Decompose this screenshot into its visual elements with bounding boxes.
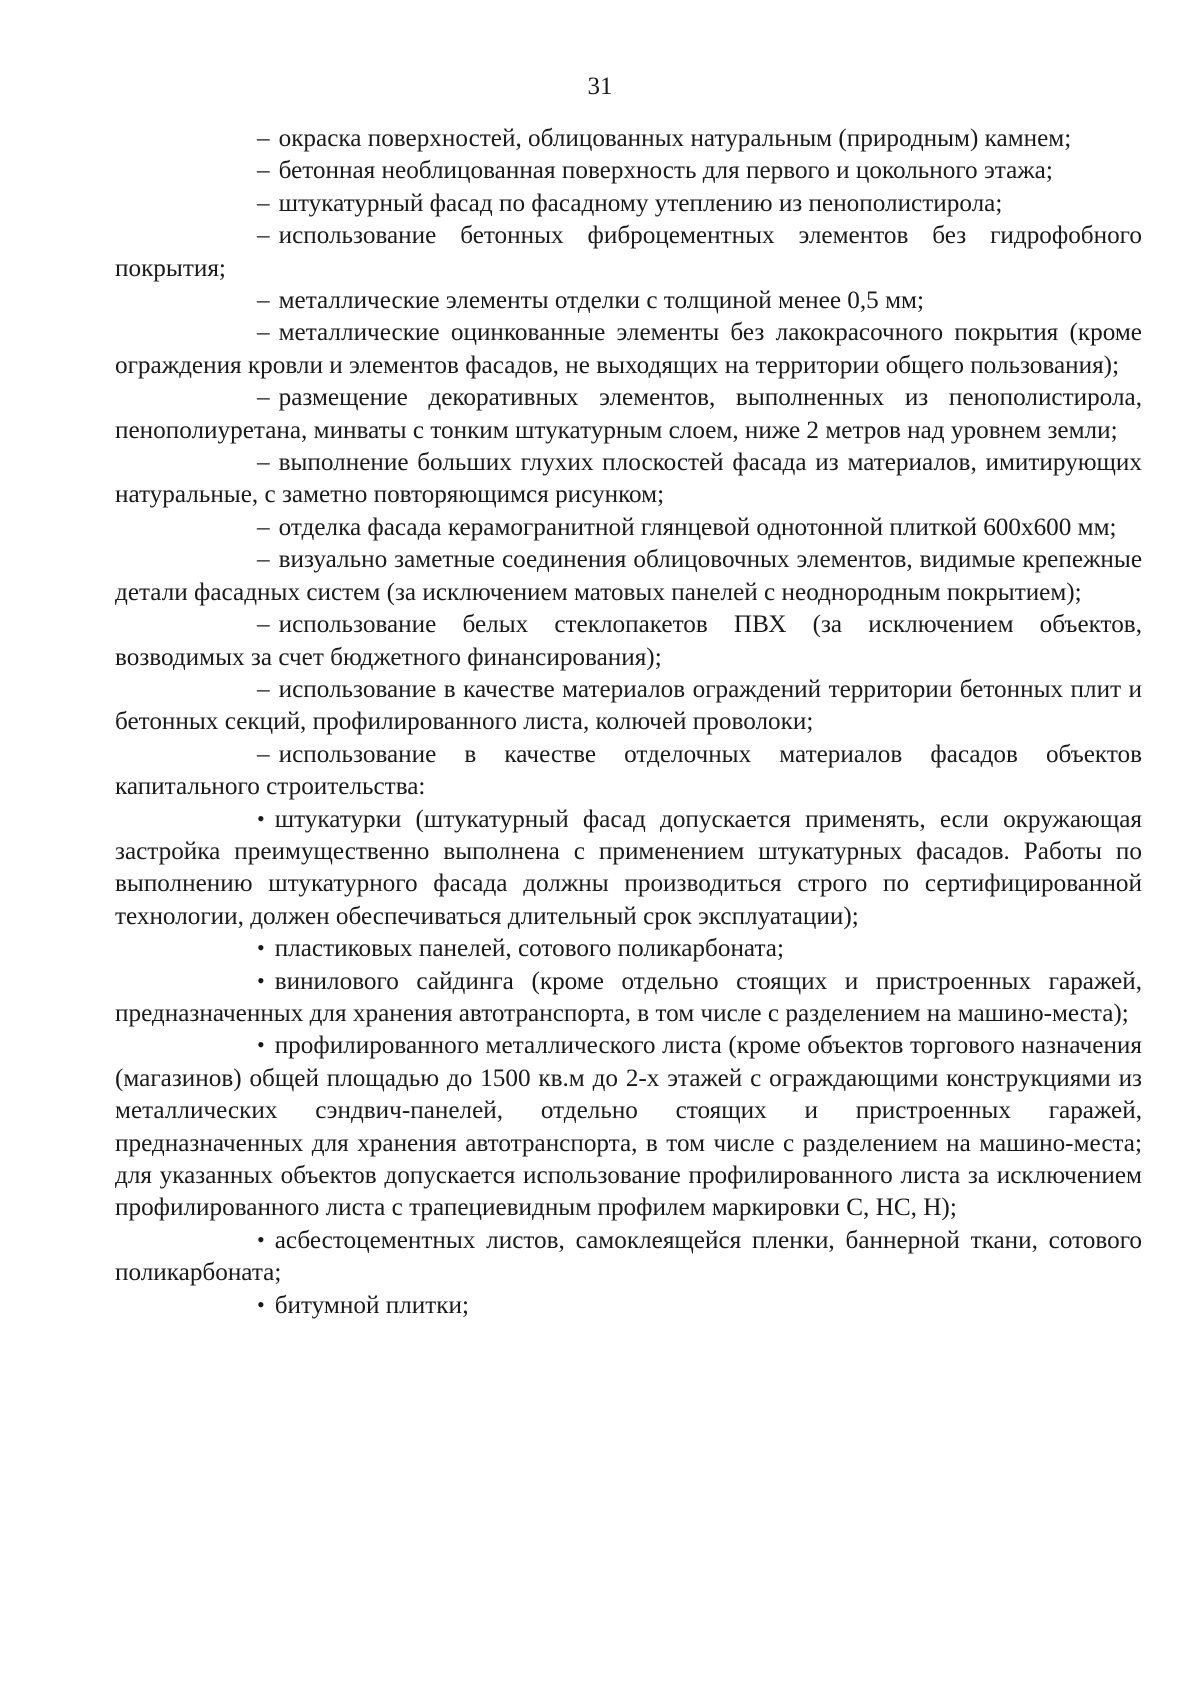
dash-list-item (115, 447, 1142, 512)
list-item-text: выполнение больших глухих плоскостей фасада из материалов, имитирующих натуральные, с заметно повторяющимся рисунком; (115, 449, 1142, 509)
dash-marker: – (257, 513, 270, 541)
dash-list-item (115, 220, 1142, 285)
dash-marker: – (257, 319, 270, 347)
dash-marker: – (257, 384, 270, 412)
dash-list-item (115, 155, 1142, 187)
dash-marker: – (257, 157, 270, 185)
list-item-text: асбестоцементных листов, самоклеящейся пленки, баннерной ткани, сотового поликарбоната; (115, 1226, 1142, 1287)
dash-list-item (115, 188, 1142, 220)
list-item-text: бетонная необлицованная поверхность для первого и цокольного этажа; (278, 157, 1053, 185)
dash-marker: – (257, 287, 270, 315)
dash-list-item (115, 512, 1142, 544)
dash-marker: – (257, 125, 270, 152)
list-item-text: битумной плитки; (274, 1291, 469, 1319)
dash-marker: – (257, 675, 270, 703)
list-item-text: пластиковых панелей, сотового поликарбоната; (274, 935, 784, 963)
bullet-list-item (115, 1290, 1142, 1322)
bullet-list-item (115, 804, 1142, 934)
list-item-text: использование бетонных фиброцементных элементов без гидрофобного покрытия; (115, 222, 1142, 282)
list-item-text: использование в качестве материалов ограждений территории бетонных плит и бетонных секций, профилированного листа, колючей проволоки; (115, 675, 1142, 736)
bullet-marker: • (257, 1032, 265, 1058)
bullet-marker: • (257, 805, 265, 831)
dash-list-item (115, 123, 1142, 155)
list-item-text: отделка фасада керамогранитной глянцевой однотонной плиткой 600х600 мм; (278, 513, 1117, 541)
list-item-text: визуально заметные соединения облицовочных элементов, видимые крепежные детали фасадных систем (за исключением матовых панелей с неоднородным покрытием); (115, 546, 1142, 606)
dash-marker: – (257, 611, 270, 639)
dash-marker: – (257, 189, 270, 217)
dash-list-item (115, 382, 1142, 447)
dash-list-item (115, 739, 1142, 804)
dash-marker: – (257, 740, 270, 768)
dash-list-item (115, 317, 1142, 382)
list-item-text: штукатурный фасад по фасадному утеплению из пенополистирола; (278, 189, 1003, 217)
bullet-marker: • (257, 935, 265, 961)
dash-marker: – (257, 546, 270, 574)
dash-marker: – (257, 222, 270, 250)
list-item-text: использование в качестве отделочных материалов фасадов объектов капитального строительства: (115, 740, 1142, 801)
list-item-text: профилированного металлического листа (кроме объектов торгового назначения (магазинов) общей площадью до 1500 кв.м до 2-х этажей с ограждающими конструкциями из металлических сэндвич-панелей, отдельно стоящих и пристроенных гаражей, предназначенных для хранения автотранспорта, в том числе с разделением на машино-места; для указанных объектов допускается использование профилированного листа за исключением профилированного листа с трапециевидным профилем маркировки С, НС, Н); (115, 1032, 1142, 1222)
bullet-list-item (115, 1225, 1142, 1290)
list-item-text: штукатурки (штукатурный фасад допускается применять, если окружающая застройка преимущественно выполнена с применением штукатурных фасадов. Работы по выполнению штукатурного фасада должны производиться строго по сертифицированной технологии, должен обеспечиваться длительный срок эксплуатации); (115, 805, 1142, 930)
list-item-text: использование белых стеклопакетов ПВХ (за исключением объектов, возводимых за счет бюджетного финансирования); (115, 611, 1142, 671)
bullet-list-item (115, 933, 1142, 965)
page-number: 31 (587, 73, 613, 100)
list-item-text: металлические оцинкованные элементы без лакокрасочного покрытия (кроме ограждения кровли и элементов фасадов, не выходящих на территории общего пользования); (115, 319, 1142, 379)
list-item-text: металлические элементы отделки с толщиной менее 0,5 мм; (278, 287, 924, 315)
bullet-list-item (115, 966, 1142, 1031)
list-item-text: окраска поверхностей, облицованных натуральным (природным) камнем; (278, 125, 1072, 152)
bullet-marker: • (257, 1226, 265, 1252)
list-item-text: размещение декоративных элементов, выполненных из пенополистирола, пенополиуретана, минваты с тонким штукатурным слоем, ниже 2 метров над уровнем земли; (115, 384, 1142, 444)
dash-list-item (115, 285, 1142, 317)
bullet-marker: • (257, 967, 265, 993)
dash-list-item (115, 674, 1142, 739)
document-body (115, 123, 1142, 1322)
bullet-marker: • (257, 1291, 265, 1317)
list-item-text: винилового сайдинга (кроме отдельно стоящих и пристроенных гаражей, предназначенных для хранения автотранспорта, в том числе с разделением на машино-места); (115, 967, 1142, 1027)
dash-list-item (115, 609, 1142, 674)
dash-list-item (115, 544, 1142, 609)
bullet-list-item (115, 1030, 1142, 1224)
dash-marker: – (257, 449, 270, 477)
